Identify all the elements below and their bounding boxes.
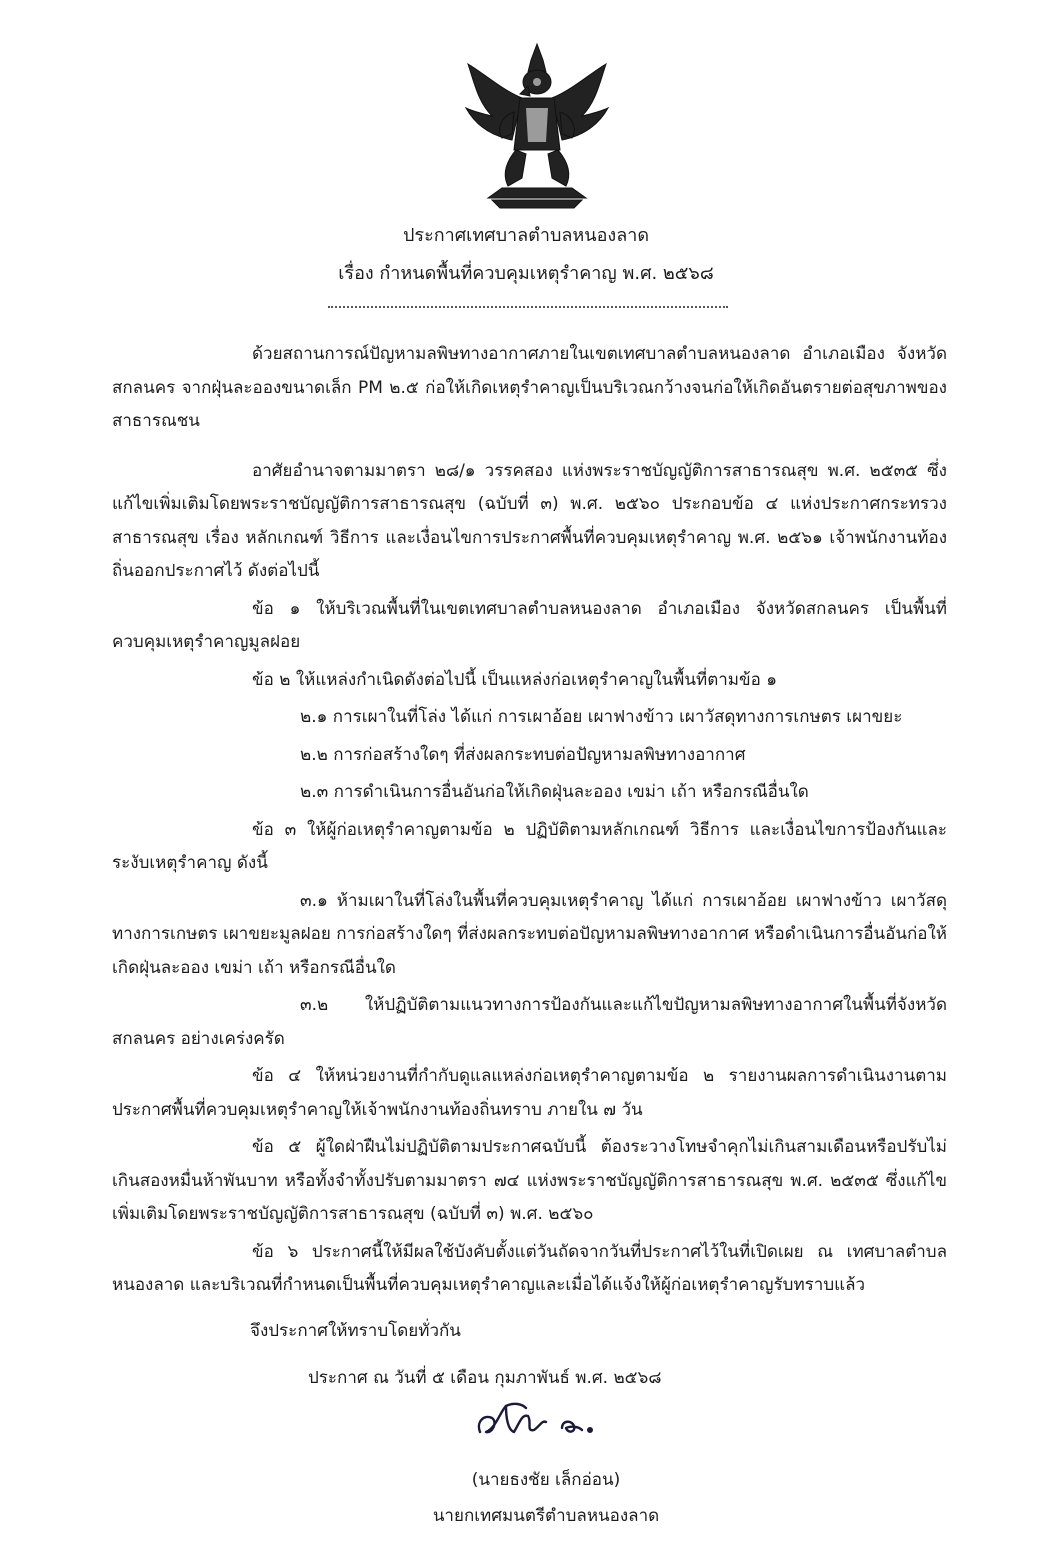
clause-5: ข้อ ๕ ผู้ใดฝ่าฝืนไม่ปฏิบัติตามประกาศฉบับนี้ ต้องระวางโทษจำคุกไม่เกินสามเดือนหรือปรับไม่เกินสองหมื่นห้าพันบาท หรือทั้งจำทั้งปรับตามมาตรา ๗๔ แห่งพระราชบัญญัติการสาธารณสุข พ.ศ. ๒๕๓๕ ซึ่งแก้ไขเพิ่มเติมโดยพระราชบัญญัติการสาธารณสุข (ฉบับที่ ๓) พ.ศ. ๒๕๖๐	[112, 1137, 947, 1224]
clause-2-2: ๒.๒ การก่อสร้างใดๆ ที่ส่งผลกระทบต่อปัญหามลพิษทางอากาศ	[300, 744, 746, 765]
announcement-date: ประกาศ ณ วันที่ ๕ เดือน กุมภาพันธ์ พ.ศ. ๒๕๖๘	[308, 1368, 662, 1388]
subject-title: เรื่อง กำหนดพื้นที่ควบคุมเหตุรำคาญ พ.ศ. ๒๕๖๘	[338, 263, 714, 284]
announcement-body	[112, 338, 947, 1396]
signer-position: นายกเทศมนตรีตำบลหนองลาด	[432, 1506, 660, 1526]
title-separator	[328, 306, 728, 308]
clause-1: ข้อ ๑ ให้บริเวณพื้นที่ในเขตเทศบาลตำบลหนองลาด อำเภอเมือง จังหวัดสกลนคร เป็นพื้นที่ควบคุมเหตุรำคาญมูลฝอย	[112, 598, 947, 652]
garuda-emblem-icon	[462, 42, 612, 210]
clause-6: ข้อ ๖ ประกาศนี้ให้มีผลใช้บังคับตั้งแต่วันถัดจากวันที่ประกาศไว้ในที่เปิดเผย ณ เทศบาลตำบลหนองลาด และบริเวณที่กำหนดเป็นพื้นที่ควบคุมเหตุรำคาญและเมื่อได้แจ้งให้ผู้ก่อเหตุรำคาญรับทราบแล้ว	[112, 1241, 947, 1295]
issuer-title: ประกาศเทศบาลตำบลหนองลาด	[402, 225, 650, 246]
clause-3-2: ๓.๒ ให้ปฏิบัติตามแนวทางการป้องกันและแก้ไขปัญหามลพิษทางอากาศในพื้นที่จังหวัดสกลนคร อย่างเคร่งครัด	[112, 995, 947, 1049]
clause-3-1: ๓.๑ ห้ามเผาในที่โล่งในพื้นที่ควบคุมเหตุรำคาญ ได้แก่ การเผาอ้อย เผาฟางข้าว เผาวัสดุทางการเกษตร เผาขยะมูลฝอย การก่อสร้างใดๆ ที่ส่งผลกระทบต่อปัญหามลพิษทางอากาศ หรือดำเนินการอื่นอันก่อให้เกิดฝุ่นละออง เขม่า เถ้า หรือกรณีอื่นใด	[112, 890, 947, 978]
signer-name: (นายธงชัย เล็กอ่อน)	[471, 1470, 621, 1490]
closing-line: จึงประกาศให้ทราบโดยทั่วกัน	[250, 1320, 461, 1341]
clause-2-3: ๒.๓ การดำเนินการอื่นอันก่อให้เกิดฝุ่นละออง เขม่า เถ้า หรือกรณีอื่นใด	[300, 782, 809, 802]
clause-2: ข้อ ๒ ให้แหล่งกำเนิดดังต่อไปนี้ เป็นแหล่งก่อเหตุรำคาญในพื้นที่ตามข้อ ๑	[252, 669, 778, 690]
handwritten-signature-icon	[466, 1392, 616, 1452]
intro-paragraph: ด้วยสถานการณ์ปัญหามลพิษทางอากาศภายในเขตเทศบาลตำบลหนองลาด อำเภอเมือง จังหวัดสกลนคร จากฝุ่นละอองขนาดเล็ก PM ๒.๕ ก่อให้เกิดเหตุรำคาญเป็นบริเวณกว้างจนก่อให้เกิดอันตรายต่อสุขภาพของสาธารณชน	[112, 344, 947, 431]
clause-3: ข้อ ๓ ให้ผู้ก่อเหตุรำคาญตามข้อ ๒ ปฏิบัติตามหลักเกณฑ์ วิธีการ และเงื่อนไขการป้องกันและระงับเหตุรำคาญ ดังนี้	[112, 819, 947, 873]
clause-4: ข้อ ๔ ให้หน่วยงานที่กำกับดูแลแหล่งก่อเหตุรำคาญตามข้อ ๒ รายงานผลการดำเนินงานตามประกาศพื้นที่ควบคุมเหตุรำคาญให้เจ้าพนักงานท้องถิ่นทราบ ภายใน ๗ วัน	[112, 1066, 947, 1120]
authority-paragraph: อาศัยอำนาจตามมาตรา ๒๘/๑ วรรคสอง แห่งพระราชบัญญัติการสาธารณสุข พ.ศ. ๒๕๓๕ ซึ่งแก้ไขเพิ่มเติมโดยพระราชบัญญัติการสาธารณสุข (ฉบับที่ ๓) พ.ศ. ๒๕๖๐ ประกอบข้อ ๔ แห่งประกาศกระทรวงสาธารณสุข เรื่อง หลักเกณฑ์ วิธีการ และเงื่อนไขการประกาศพื้นที่ควบคุมเหตุรำคาญ พ.ศ. ๒๕๖๑ เจ้าพนักงานท้องถิ่นออกประกาศไว้ ดังต่อไปนี้	[112, 460, 947, 581]
clause-2-1: ๒.๑ การเผาในที่โล่ง ได้แก่ การเผาอ้อย เผาฟางข้าว เผาวัสดุทางการเกษตร เผาขยะ	[300, 707, 903, 727]
